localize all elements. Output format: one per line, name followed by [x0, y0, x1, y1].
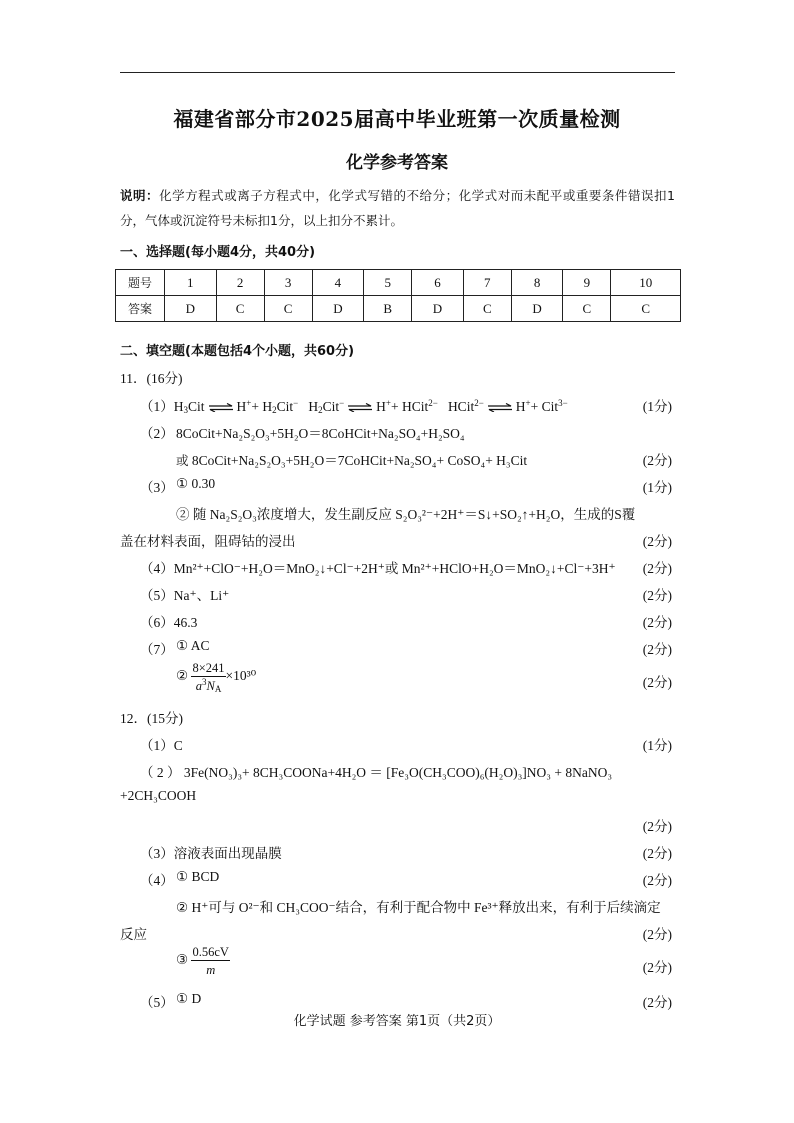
q11-part2-alt: 8CoCit+Na₂S₂O₃+5H₂O＝7CoHCit+Na₂SO₄+ CoSO₄+ H₃Cit	[191, 453, 528, 468]
table-cell: 8	[511, 270, 563, 296]
q11-part7-label: （7）	[140, 642, 174, 657]
fraction-purity	[191, 945, 229, 977]
table-cell: D	[165, 296, 217, 322]
circled-three: ③	[176, 952, 189, 968]
equilibrium-arrow-icon	[347, 403, 373, 412]
section-fill-in-heading: 二、填空题(本题包括4个小题，共60分)	[120, 344, 355, 359]
table-header-answer: 答案	[116, 296, 165, 322]
table-cell: B	[364, 296, 412, 322]
q11-part3-label: （3）	[140, 480, 174, 495]
q12-part2-equation-cont: +2CH₃COOH	[120, 788, 197, 803]
q11-part7-answer-b	[176, 661, 256, 693]
page-subtitle: 化学参考答案	[346, 153, 448, 173]
q12-part2-score: (2分)	[642, 819, 672, 834]
fraction-numerator: 8×241	[192, 661, 225, 675]
table-row-answers	[116, 296, 681, 322]
fraction-denominator: m	[206, 963, 216, 977]
q12-part2-equation: （ 2 ） 3Fe(NO₃)₃+ 8CH₃COONa+4H₂O ＝ [Fe₃O(CH₃COO)₆(H₂O)₃]NO₃ + 8NaNO₃	[140, 765, 613, 780]
fraction-numerator: 0.56cV	[192, 945, 229, 959]
table-cell: C	[563, 296, 611, 322]
table-cell: C	[264, 296, 312, 322]
table-header-number: 题号	[116, 270, 165, 296]
circled-two: ②	[176, 668, 189, 684]
table-cell: 2	[216, 270, 264, 296]
q12-part4-answer-c	[176, 945, 230, 977]
table-cell: 5	[364, 270, 412, 296]
q12-part5-score-a: (2分)	[642, 995, 672, 1010]
fraction-density	[191, 661, 225, 693]
q11-part3-score-a: (1分)	[642, 480, 672, 495]
q12-part4-label: （4）	[140, 873, 174, 888]
table-cell: 7	[463, 270, 511, 296]
table-row-numbers	[116, 270, 681, 296]
q11-part6-score: (2分)	[642, 615, 672, 630]
q12-part3-score: (2分)	[642, 846, 672, 861]
page-footer: 化学试题 参考答案 第1页（共2页）	[293, 1014, 501, 1029]
table-cell: D	[412, 296, 464, 322]
q12-part4-score-a: (2分)	[642, 873, 672, 888]
table-cell: 10	[611, 270, 681, 296]
table-cell: 3	[264, 270, 312, 296]
section-multiple-choice-heading: 一、选择题(每小题4分，共40分)	[120, 245, 316, 260]
instructions-note	[120, 183, 675, 233]
q11-part1-equation: $H_3Cit$ $H^++ H_2Cit^-$ $H_2Cit^-$ H++ HCit$^{2-}$ HCit$^{2-}$ H++ Cit$^{3-}$	[173, 398, 568, 415]
equilibrium-arrow-icon	[487, 403, 513, 412]
q11-part6: （6）46.3	[140, 615, 198, 630]
table-cell: C	[611, 296, 681, 322]
equilibrium-arrow-icon	[208, 403, 234, 412]
q11-part7-answer-a: ① AC	[176, 638, 210, 653]
fraction-denominator: $a^3N_A$	[195, 677, 222, 694]
q11-part1	[140, 395, 568, 415]
q11-part3-answer-a: ① 0.30	[176, 476, 216, 491]
q12-part4-score-c: (2分)	[642, 960, 672, 975]
q11-part3-score-b: (2分)	[642, 534, 672, 549]
q11-part2-label: （2）	[140, 426, 174, 441]
q11-part2-score: (2分)	[642, 453, 672, 468]
or-word: 或	[176, 453, 189, 468]
q11-part3-answer-b-cont: 盖在材料表面，阻碍钴的浸出	[120, 534, 296, 549]
table-cell: C	[216, 296, 264, 322]
q11-heading: 11．(16分)	[120, 371, 183, 386]
q12-part5-label: （5）	[140, 995, 174, 1010]
table-cell: 9	[563, 270, 611, 296]
q11-part5-score: (2分)	[642, 588, 672, 603]
q12-part4-answer-a: ① BCD	[176, 869, 220, 884]
q12-heading: 12．(15分)	[120, 711, 183, 726]
q11-part4: （4）Mn²⁺+ClO⁻+H₂O＝MnO₂↓+Cl⁻+2H⁺或 Mn²⁺+HClO+H₂O＝MnO₂↓+Cl⁻+3H⁺	[140, 561, 616, 576]
q11-part4-score: (2分)	[642, 561, 672, 576]
q11-part2-equation-1: 8CoCit+Na₂S₂O₃+5H₂O＝8CoHCit+Na₂SO₄+H₂SO₄	[176, 426, 465, 441]
q11-part5: （5）Na⁺、Li⁺	[140, 588, 230, 603]
table-cell: D	[312, 296, 364, 322]
fraction-multiplier: ×10³⁰	[225, 668, 257, 684]
q12-part1-score: (1分)	[642, 738, 672, 753]
note-label: 说明：	[120, 188, 160, 203]
q11-part1-label: （1）	[140, 399, 174, 414]
q12-part5-answer-a: ① D	[176, 991, 202, 1006]
note-text: 化学方程式或离子方程式中，化学式写错的不给分；化学式对而未配平或重要条件错误扣1分，气体或沉淀符号未标扣1分，以上扣分不累计。	[120, 188, 675, 228]
table-cell: 4	[312, 270, 364, 296]
table-cell: 1	[165, 270, 217, 296]
header-rule	[120, 72, 675, 73]
table-cell: D	[511, 296, 563, 322]
page-title: 福建省部分市2025届高中毕业班第一次质量检测	[173, 107, 621, 131]
q11-part1-score: (1分)	[642, 399, 672, 414]
q11-part3-answer-b: ② 随 Na₂S₂O₃浓度增大，发生副反应 S₂O₃²⁻+2H⁺＝S↓+SO₂↑+H₂O，生成的S覆	[176, 507, 636, 522]
q11-part7-score-a: (2分)	[642, 642, 672, 657]
q12-part4-score-b: (2分)	[642, 927, 672, 942]
q11-part2-equation-2	[176, 449, 527, 469]
q11-part7-score-b: (2分)	[642, 675, 672, 690]
answer-table	[115, 269, 681, 322]
q12-part4-answer-b-cont: 反应	[120, 927, 147, 942]
table-cell: C	[463, 296, 511, 322]
table-cell: 6	[412, 270, 464, 296]
q12-part4-answer-b: ② H⁺可与 O²⁻和 CH₃COO⁻结合，有利于配合物中 Fe³⁺释放出来，有利于后续滴定	[176, 900, 661, 915]
q12-part3: （3）溶液表面出现晶膜	[140, 846, 282, 861]
q12-part1: （1）C	[140, 738, 183, 753]
